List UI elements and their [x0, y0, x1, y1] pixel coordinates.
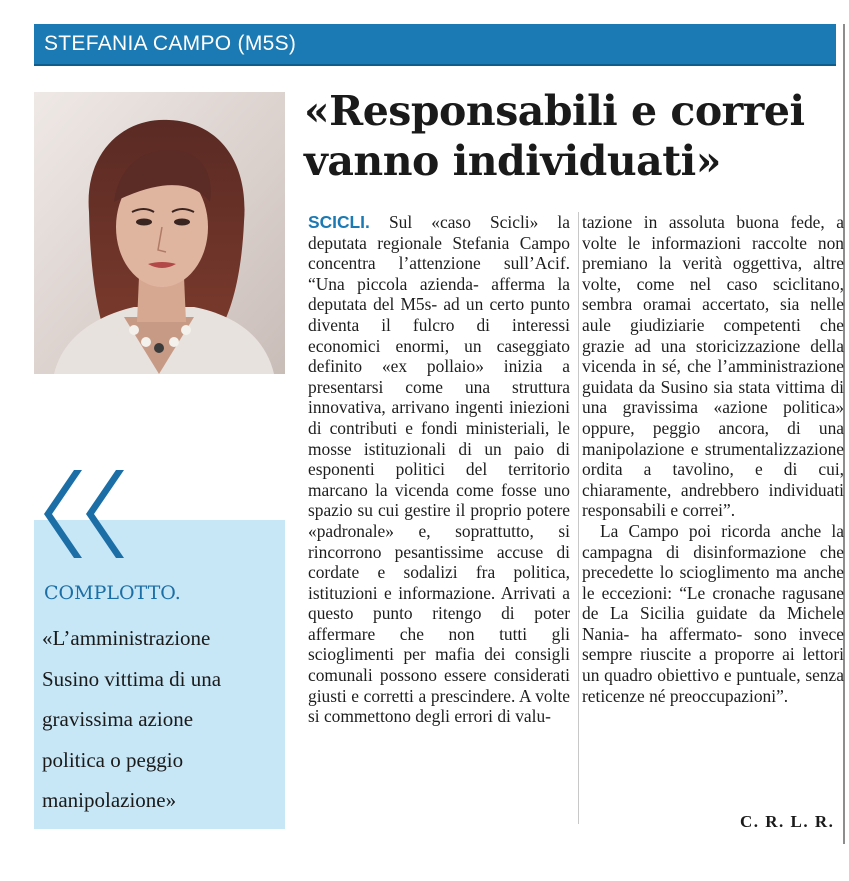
pullquote-text	[42, 618, 280, 821]
section-header-band	[34, 24, 836, 66]
column-divider	[578, 212, 579, 824]
pullquote-line: gravissima azione	[42, 707, 194, 731]
article-col2-paragraph-1: tazione in assoluta buona fede, a volte le informazioni raccolte non premiano la verità oggettiva, altre volte, come nel caso sciclitano, sembra oramai accertato, sia nelle aule giudiziarie competenti che grazie ad una storicizzazione della vicenda in sé, che l’amministrazione guidata da Susino sia stata vittima di una gravissima «azione politica» oppure, peggio ancora, di una manipolazione e strumentalizzazione ordita a tavolino, e di cui, chiaramente, andrebbero individuati responsabili e correi”.	[582, 212, 844, 521]
article-kicker: SCICLI.	[308, 212, 370, 232]
pullquote-line: manipolazione»	[42, 788, 177, 812]
pullquote-line: «L’amministrazione	[42, 626, 211, 650]
pullquote-line: politica o peggio	[42, 747, 184, 772]
portrait-photo	[34, 92, 285, 374]
author-signature: C. R. L. R.	[740, 812, 835, 831]
article-col1-text: Sul «caso Scicli» la deputata regionale Stefania Campo concentra l’attenzione sull’Acif. “Una piccola azienda- afferma la deputata del M5s- ad un certo punto diventa il fulcro di interessi economici enormi, un caseggiato definito «ex pollaio» inizia a presentarsi come una struttura innovativa, arrivano ingenti iniezioni di contributi e fondi ministeriali, le mosse istituzionali di un paio di esponenti politici del territorio marcano la vicenda come fosse uno spazio su cui gestire il proprio potere «padronale» e, soprattutto, si rincorrono pesantissime accuse di cordate e sodalizi fra politica, istituzioni e informazione. Arrivati a questo punto ritengo di poter affermare che non tutti gli scioglimenti per mafia dei consigli comunali possono essere considerati giusti e corretti a prescindere. A volte si commettono degli errori di valu-	[308, 212, 570, 727]
pullquote-title: COMPLOTTO.	[44, 582, 181, 604]
article-col2-paragraph-2: La Campo poi ricorda anche la campagna di disinformazione che precedette lo scioglimento ma anche le eccezioni: “Le cronache ragusane de La Sicilia guidate da Michele Nania- ha affermato- sono invece sempre riuscite a proporre ai lettori un quadro obiettivo e puntuale, senza reticenze né preoccupazioni”.	[582, 520, 844, 706]
article-column-1	[308, 212, 570, 727]
portrait-illustration	[34, 92, 285, 374]
section-header-label: STEFANIA CAMPO (M5S)	[44, 32, 297, 55]
article-column-2	[582, 212, 844, 706]
pullquote-line: Susino vittima di una	[42, 666, 222, 691]
headline: «Responsabili e correi vanno individuati»	[304, 87, 805, 185]
quote-mark-icon	[44, 468, 128, 564]
